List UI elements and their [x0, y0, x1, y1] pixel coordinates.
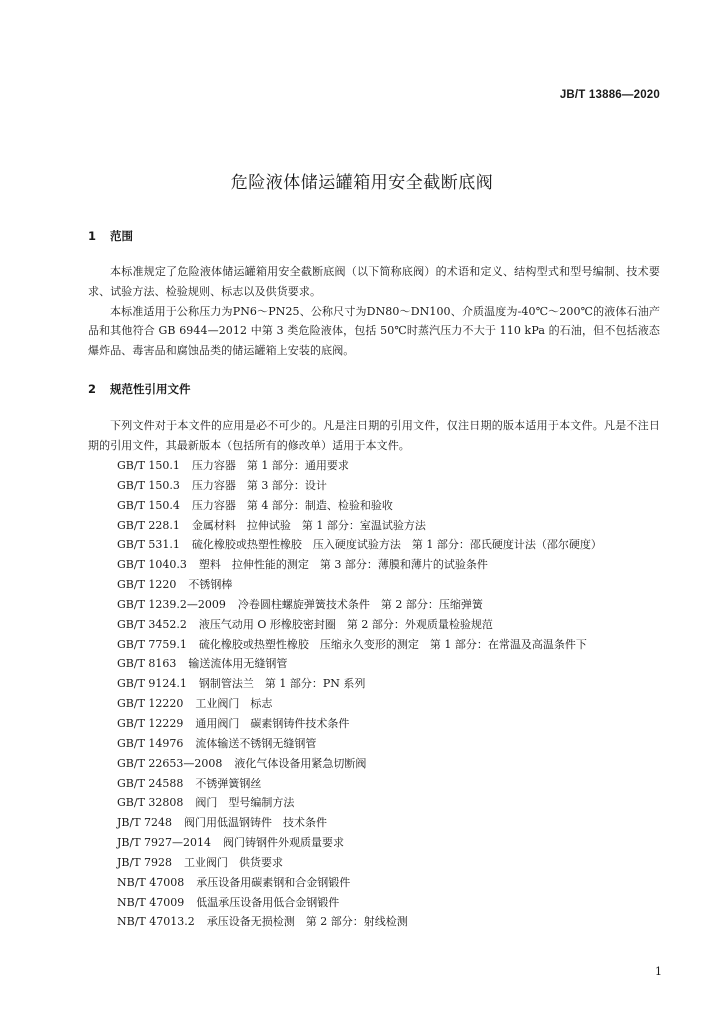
reference-item: [117, 853, 602, 873]
reference-code: GB/T 12229: [117, 716, 184, 730]
reference-item: [117, 456, 602, 476]
reference-title: 承压设备无损检测 第 2 部分：射线检测: [206, 915, 408, 929]
section-number: 2: [88, 382, 97, 396]
reference-code: GB/T 24588: [117, 776, 184, 790]
standard-code: JB/T 13886—2020: [559, 89, 660, 101]
section-1-heading: [88, 228, 133, 244]
reference-item: [117, 734, 602, 754]
reference-title: 冷卷圆柱螺旋弹簧技术条件 第 2 部分：压缩弹簧: [237, 597, 483, 611]
reference-item: [117, 813, 602, 833]
reference-title: 阀门用低温钢铸件 技术条件: [184, 816, 328, 830]
reference-item: [117, 893, 602, 913]
reference-title: 硫化橡胶或热塑性橡胶 压入硬度试验方法 第 1 部分：邵氏硬度计法（邵尔硬度）: [191, 538, 602, 552]
reference-title: 金属材料 拉伸试验 第 1 部分：室温试验方法: [191, 518, 426, 532]
reference-item: [117, 516, 602, 536]
reference-item: [117, 774, 602, 794]
reference-item: [117, 674, 602, 694]
reference-item: [117, 595, 602, 615]
reference-title: 液化气体设备用紧急切断阀: [234, 756, 367, 770]
reference-item: [117, 496, 602, 516]
reference-item: [117, 833, 602, 853]
reference-item: [117, 714, 602, 734]
reference-title: 流体输送不锈钢无缝钢管: [195, 736, 317, 750]
reference-code: GB/T 1040.3: [117, 558, 187, 572]
reference-title: 不锈弹簧钢丝: [195, 776, 262, 790]
reference-item: [117, 575, 602, 595]
reference-item: [117, 615, 602, 635]
reference-title: 阀门 型号编制方法: [195, 796, 295, 810]
reference-code: GB/T 9124.1: [117, 677, 187, 691]
reference-code: GB/T 228.1: [117, 518, 180, 532]
reference-item: [117, 754, 602, 774]
reference-item: [117, 476, 602, 496]
reference-code: NB/T 47008: [117, 875, 185, 889]
section-2-paragraph-1: 下列文件对于本文件的应用是必不可少的。凡是注日期的引用文件，仅注日期的版本适用于本文件。凡是不注日期的引用文件，其最新版本（包括所有的修改单）适用于本文件。: [88, 419, 660, 452]
reference-code: GB/T 7759.1: [117, 637, 187, 651]
document-title: 危险液体储运罐箱用安全截断底阀: [230, 173, 494, 193]
reference-code: GB/T 3452.2: [117, 617, 187, 631]
reference-code: GB/T 150.1: [117, 459, 180, 472]
reference-title: 不锈钢棒: [188, 578, 233, 592]
section-1-paragraph-2: 本标准适用于公称压力为PN6～PN25、公称尺寸为DN80～DN100、介质温度为-40℃～200℃的液体石油产品和其他符合 GB 6944—2012 中第 3 类危险液体，包括 50℃时蒸汽压力不大于 110 kPa 的石油，但不包括液态爆炸品、毒害品和腐蚀品类的储运罐箱上安装的底阀。: [88, 304, 660, 358]
reference-code: GB/T 150.3: [117, 478, 180, 492]
reference-code: GB/T 1220: [117, 578, 177, 592]
reference-title: 通用阀门 碳素钢铸件技术条件: [195, 716, 350, 730]
reference-code: JB/T 7927—2014: [117, 836, 212, 850]
reference-title: 工业阀门 标志: [195, 697, 273, 711]
reference-code: NB/T 47009: [117, 895, 185, 909]
reference-title: 输送流体用无缝钢管: [188, 657, 288, 671]
reference-code: GB/T 1239.2—2009: [117, 597, 226, 611]
section-number: 1: [88, 229, 97, 243]
reference-item: [117, 535, 602, 555]
reference-code: NB/T 47013.2: [117, 915, 195, 929]
normative-reference-list: [117, 456, 602, 932]
reference-code: JB/T 7928: [117, 855, 173, 869]
reference-item: [117, 694, 602, 714]
reference-code: JB/T 7248: [117, 816, 173, 830]
reference-title: 阀门铸钢件外观质量要求: [223, 836, 345, 850]
reference-title: 压力容器 第 3 部分：设计: [191, 478, 327, 492]
reference-title: 液压气动用 O 形橡胶密封圈 第 2 部分：外观质量检验规范: [198, 617, 493, 631]
reference-code: GB/T 8163: [117, 657, 177, 671]
reference-item: [117, 654, 602, 674]
section-1-paragraph-1: 本标准规定了危险液体储运罐箱用安全截断底阀（以下简称底阀）的术语和定义、结构型式和型号编制、技术要求、试验方法、检验规则、标志以及供货要求。: [88, 265, 660, 298]
reference-code: GB/T 150.4: [117, 498, 180, 512]
reference-item: [117, 793, 602, 813]
section-2-heading: [88, 381, 191, 397]
reference-title: 压力容器 第 4 部分：制造、检验和验收: [191, 498, 393, 512]
reference-title: 低温承压设备用低合金钢锻件: [196, 895, 340, 909]
reference-code: GB/T 32808: [117, 796, 184, 810]
reference-code: GB/T 14976: [117, 736, 184, 750]
reference-code: GB/T 531.1: [117, 538, 180, 552]
reference-code: GB/T 12220: [117, 697, 184, 711]
section-title: 规范性引用文件: [110, 382, 191, 396]
reference-title: 塑料 拉伸性能的测定 第 3 部分：薄膜和薄片的试验条件: [198, 558, 488, 572]
page-number: 1: [655, 965, 662, 978]
reference-item: [117, 912, 602, 932]
reference-title: 承压设备用碳素钢和合金钢锻件: [196, 875, 351, 889]
reference-title: 工业阀门 供货要求: [184, 855, 284, 869]
reference-title: 硫化橡胶或热塑性橡胶 压缩永久变形的测定 第 1 部分：在常温及高温条件下: [198, 637, 587, 651]
reference-item: [117, 555, 602, 575]
reference-item: [117, 873, 602, 893]
reference-item: [117, 635, 602, 655]
reference-title: 钢制管法兰 第 1 部分：PN 系列: [198, 677, 366, 691]
section-title: 范围: [110, 229, 133, 243]
reference-code: GB/T 22653—2008: [117, 756, 223, 770]
reference-title: 压力容器 第 1 部分：通用要求: [191, 459, 349, 472]
